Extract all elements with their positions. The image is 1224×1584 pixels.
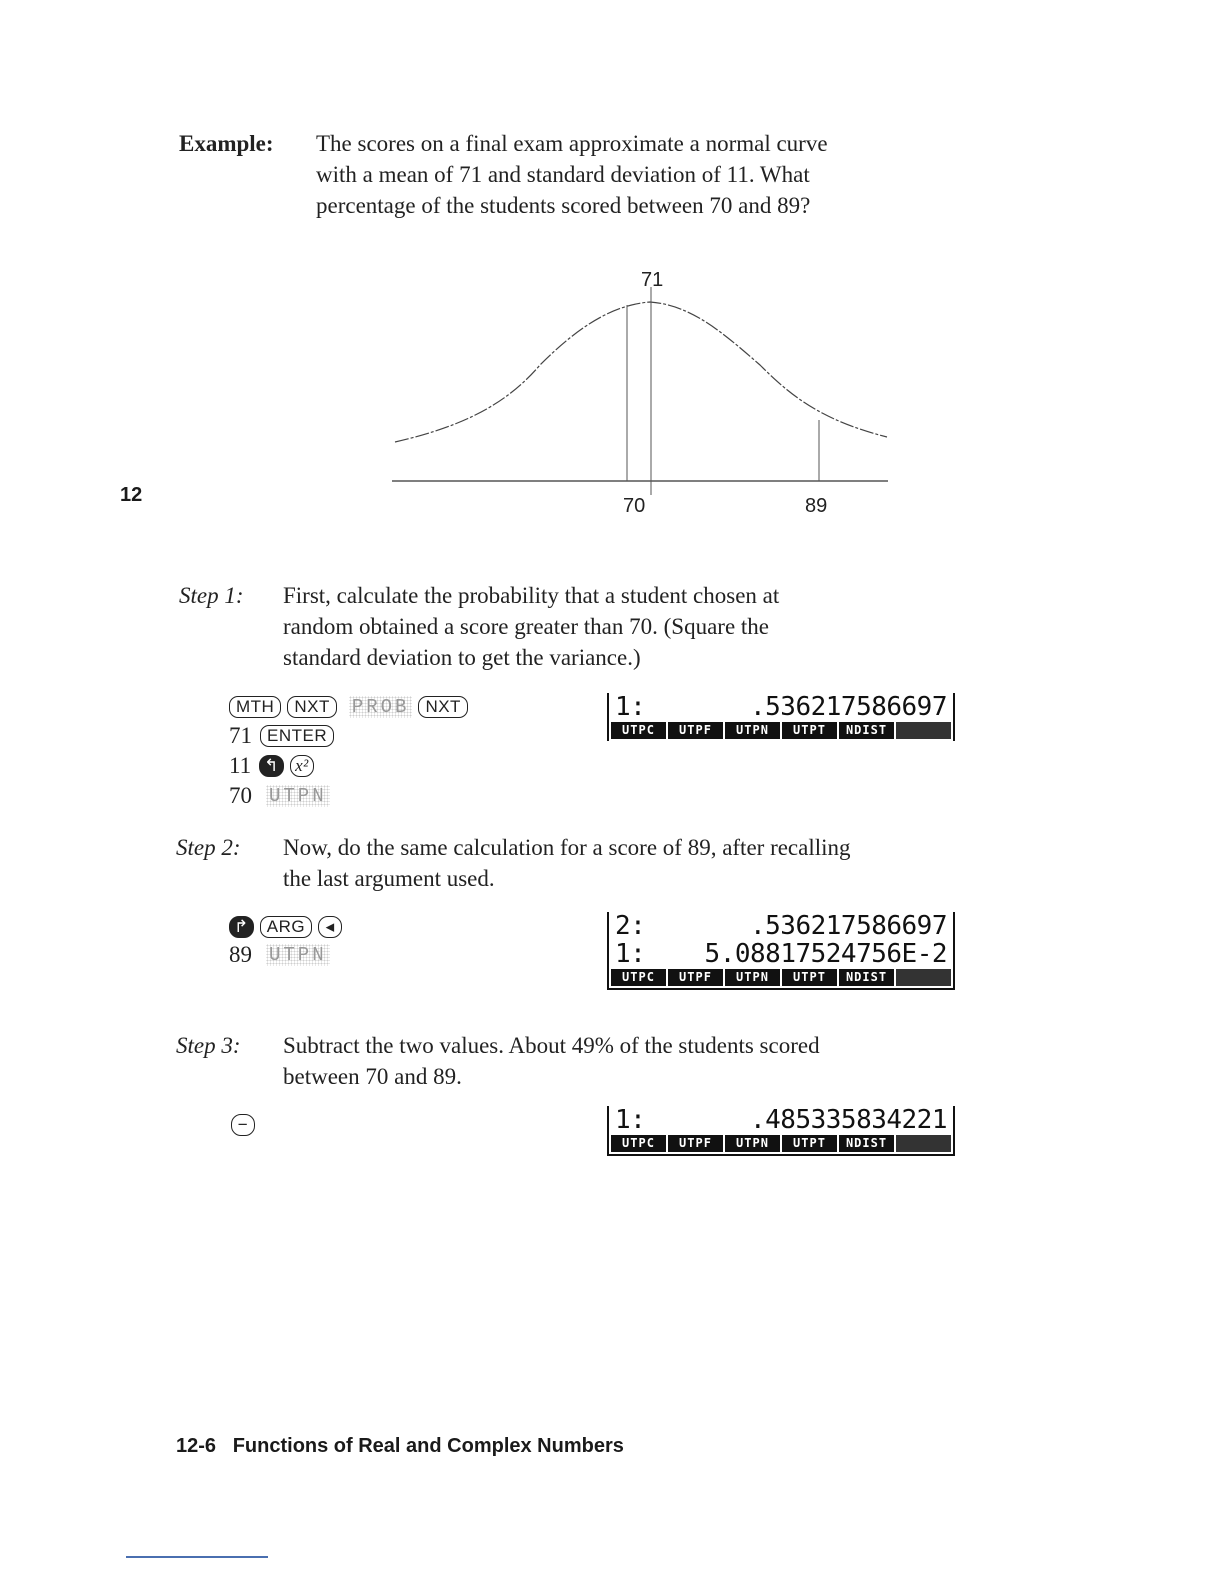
example-line-2: with a mean of 71 and standard deviation of 11. What (316, 162, 810, 187)
step-2-label: Step 2: (176, 835, 241, 860)
menu-utpf[interactable]: UTPF (668, 969, 723, 986)
menu-ndist[interactable]: NDIST (839, 969, 894, 986)
step-2-text (283, 832, 851, 894)
stack-value: .536217586697 (750, 911, 947, 941)
stack-value: .485335834221 (750, 1105, 947, 1135)
minus-key[interactable]: − (231, 1114, 255, 1136)
menu-bar (611, 722, 951, 739)
menu-utpn[interactable]: UTPN (725, 969, 780, 986)
left-shift-key[interactable]: ↰ (259, 755, 284, 777)
menu-utpt[interactable]: UTPT (782, 969, 837, 986)
menu-ndist[interactable]: NDIST (839, 722, 894, 739)
stack-value: 5.08817524756E-2 (704, 939, 947, 969)
right-shift-key[interactable]: ↱ (229, 916, 254, 938)
normal-curve-figure (380, 255, 900, 525)
normal-curve (395, 302, 887, 442)
number-70: 70 (229, 783, 252, 808)
nxt-key[interactable]: NXT (287, 696, 337, 718)
example-text (316, 128, 828, 221)
step-3-line-1: Subtract the two values. About 49% of the students scored (283, 1033, 820, 1058)
menu-utpt[interactable]: UTPT (782, 1135, 837, 1152)
menu-bar (611, 969, 951, 986)
menu-blank[interactable] (896, 969, 951, 986)
stack-level: 1: (615, 939, 646, 969)
mean-label: 71 (641, 269, 664, 291)
number-11: 11 (229, 753, 252, 778)
example-line-3: percentage of the students scored between 70 and 89? (316, 193, 811, 218)
arg-key[interactable]: ARG (260, 916, 312, 938)
stack-level: 1: (615, 692, 646, 722)
menu-utpf[interactable]: UTPF (668, 1135, 723, 1152)
step-2-line-1: Now, do the same calculation for a score of 89, after recalling (283, 835, 851, 860)
utpn-softkey[interactable]: UTPN (266, 944, 330, 966)
number-89: 89 (229, 942, 252, 967)
stack-level: 1: (615, 1105, 646, 1135)
calculator-screen-step-3 (607, 1106, 955, 1156)
menu-utpc[interactable]: UTPC (611, 969, 666, 986)
calculator-screen-step-2 (607, 912, 955, 990)
step-3-label: Step 3: (176, 1033, 241, 1058)
menu-blank[interactable] (896, 1135, 951, 1152)
step-1-line-1: First, calculate the probability that a student chosen at (283, 583, 780, 608)
menu-blank[interactable] (896, 722, 951, 739)
stack-row (609, 1106, 953, 1134)
utpn-softkey[interactable]: UTPN (266, 785, 330, 807)
menu-utpt[interactable]: UTPT (782, 722, 837, 739)
step-3-text (283, 1030, 820, 1092)
menu-utpn[interactable]: UTPN (725, 1135, 780, 1152)
menu-bar (611, 1135, 951, 1152)
nxt-key[interactable]: NXT (418, 696, 468, 718)
menu-utpn[interactable]: UTPN (725, 722, 780, 739)
example-label: Example: (179, 131, 274, 156)
mth-key[interactable]: MTH (229, 696, 281, 718)
chapter-tab: 12 (120, 484, 143, 506)
step-1-line-3: standard deviation to get the variance.) (283, 645, 641, 670)
step-1-label: Step 1: (179, 583, 244, 608)
stack-value: .536217586697 (750, 692, 947, 722)
step-2-line-2: the last argument used. (283, 866, 495, 891)
step-3-line-2: between 70 and 89. (283, 1064, 462, 1089)
menu-ndist[interactable]: NDIST (839, 1135, 894, 1152)
menu-utpc[interactable]: UTPC (611, 722, 666, 739)
prob-softkey[interactable]: PROB (349, 696, 413, 718)
enter-key[interactable]: ENTER (260, 725, 334, 747)
example-line-1: The scores on a final exam approximate a normal curve (316, 131, 828, 156)
bottom-rule (126, 1556, 268, 1558)
number-71: 71 (229, 723, 252, 748)
stack-row (609, 912, 953, 940)
stack-row (609, 940, 953, 968)
step-1-text (283, 580, 779, 673)
calculator-screen-step-1 (607, 693, 955, 741)
left-bound-label: 70 (623, 495, 646, 517)
menu-utpc[interactable]: UTPC (611, 1135, 666, 1152)
menu-utpf[interactable]: UTPF (668, 722, 723, 739)
backspace-key[interactable]: ◂ (318, 916, 342, 938)
page-footer: 12-6 Functions of Real and Complex Numbers (176, 1435, 624, 1457)
x-squared-key[interactable]: x² (290, 755, 314, 777)
step-1-line-2: random obtained a score greater than 70. (Square the (283, 614, 769, 639)
stack-level: 2: (615, 911, 646, 941)
right-bound-label: 89 (805, 495, 828, 517)
stack-row (609, 693, 953, 721)
